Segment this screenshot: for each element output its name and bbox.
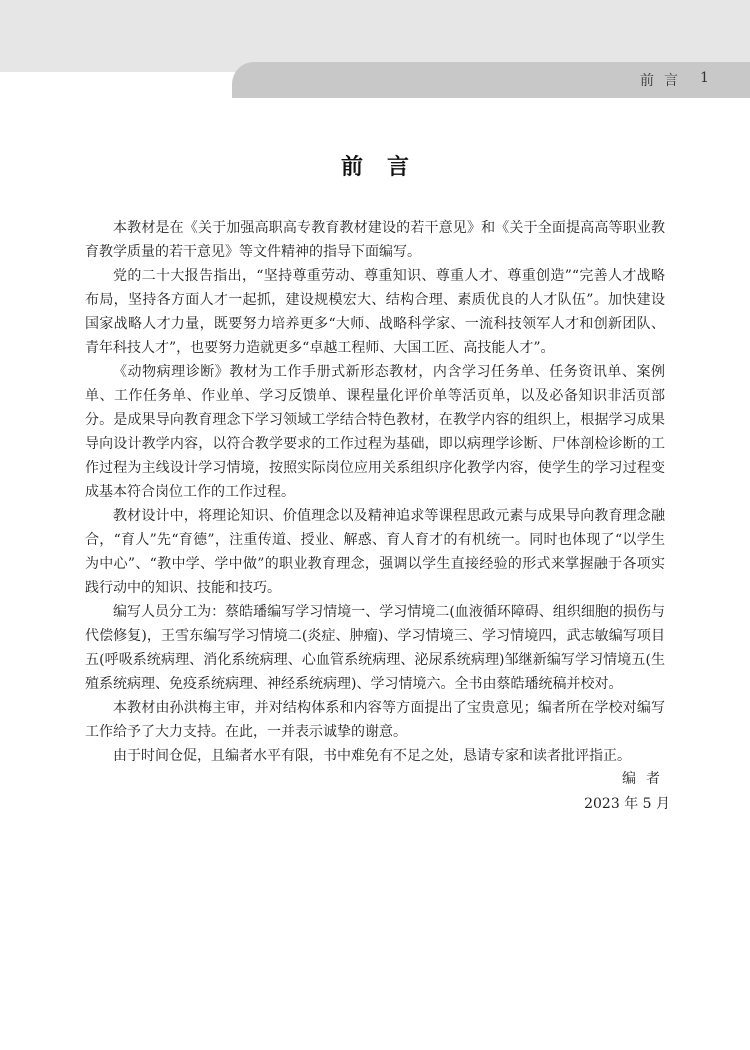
paragraph-1: 本教材是在《关于加强高职高专教育教材建设的若干意见》和《关于全面提高高等职业教育教学质量的若干意见》等文件精神的指导下面编写。: [85, 220, 665, 260]
paragraph-7: 由于时间仓促，且编者水平有限，书中难免有不足之处，恳请专家和读者批评指正。: [113, 748, 631, 764]
paragraph-5: 编写人员分工为：蔡皓璠编写学习情境一、学习情境二(血液循环障碍、组织细胞的损伤与代偿修复)，王雪东编写学习情境二(炎症、肿瘤)、学习情境三、学习情境四，武志敏编写项目五(呼吸系统病理、消化系统病理、心血管系统病理、泌尿系统病理)邹继新编写学习情境五(生殖系统病理、免疫系统病理、神经系统病理)、学习情境六。全书由蔡皓璠统稿并校对。: [85, 604, 665, 692]
signature-author: 编者: [622, 771, 670, 787]
signature-date: 2023 年 5 月: [584, 796, 670, 812]
paragraph-4: 教材设计中，将理论知识、价值理念以及精神追求等课程思政元素与成果导向教育理念融合，“育人”先“育德”，注重传道、授业、解惑、育人育才的有机统一。同时也体现了“以学生为中心”、“教中学、学中做”的职业教育理念，强调以学生直接经验的形式来掌握融于各项实践行动中的知识、技能和技巧。: [85, 508, 665, 596]
preface-body: [85, 216, 665, 768]
paragraph-2: 党的二十大报告指出，“坚持尊重劳动、尊重知识、尊重人才、尊重创造”“完善人才战略布局，坚持各方面人才一起抓，建设规模宏大、结构合理、素质优良的人才队伍”。加快建设国家战略人才力量，既要努力培养更多“大师、战略科学家、一流科技领军人才和创新团队、青年科技人才”，也要努力造就更多“卓越工程师、大国工匠、高技能人才”。: [85, 268, 665, 356]
paragraph-6: 本教材由孙洪梅主审，并对结构体系和内容等方面提出了宝贵意见；编者所在学校对编写工作给予了大力支持。在此，一并表示诚挚的谢意。: [85, 700, 665, 740]
page-number: 1: [700, 70, 709, 86]
paragraph-3: 《动物病理诊断》教材为工作手册式新形态教材，内含学习任务单、任务资讯单、案例单、工作任务单、作业单、学习反馈单、课程量化评价单等活页单，以及必备知识非活页部分。是成果导向教育理念下学习领域工学结合特色教材，在教学内容的组织上，根据学习成果导向设计教学内容，以符合教学要求的工作过程为基础，即以病理学诊断、尸体剖检诊断的工作过程为主线设计学习情境，按照实际岗位应用关系组织序化教学内容，使学生的学习过程变成基本符合岗位工作的工作过程。: [85, 364, 665, 500]
page-title: 前言: [340, 155, 433, 180]
running-header-section: 前言: [640, 73, 688, 89]
